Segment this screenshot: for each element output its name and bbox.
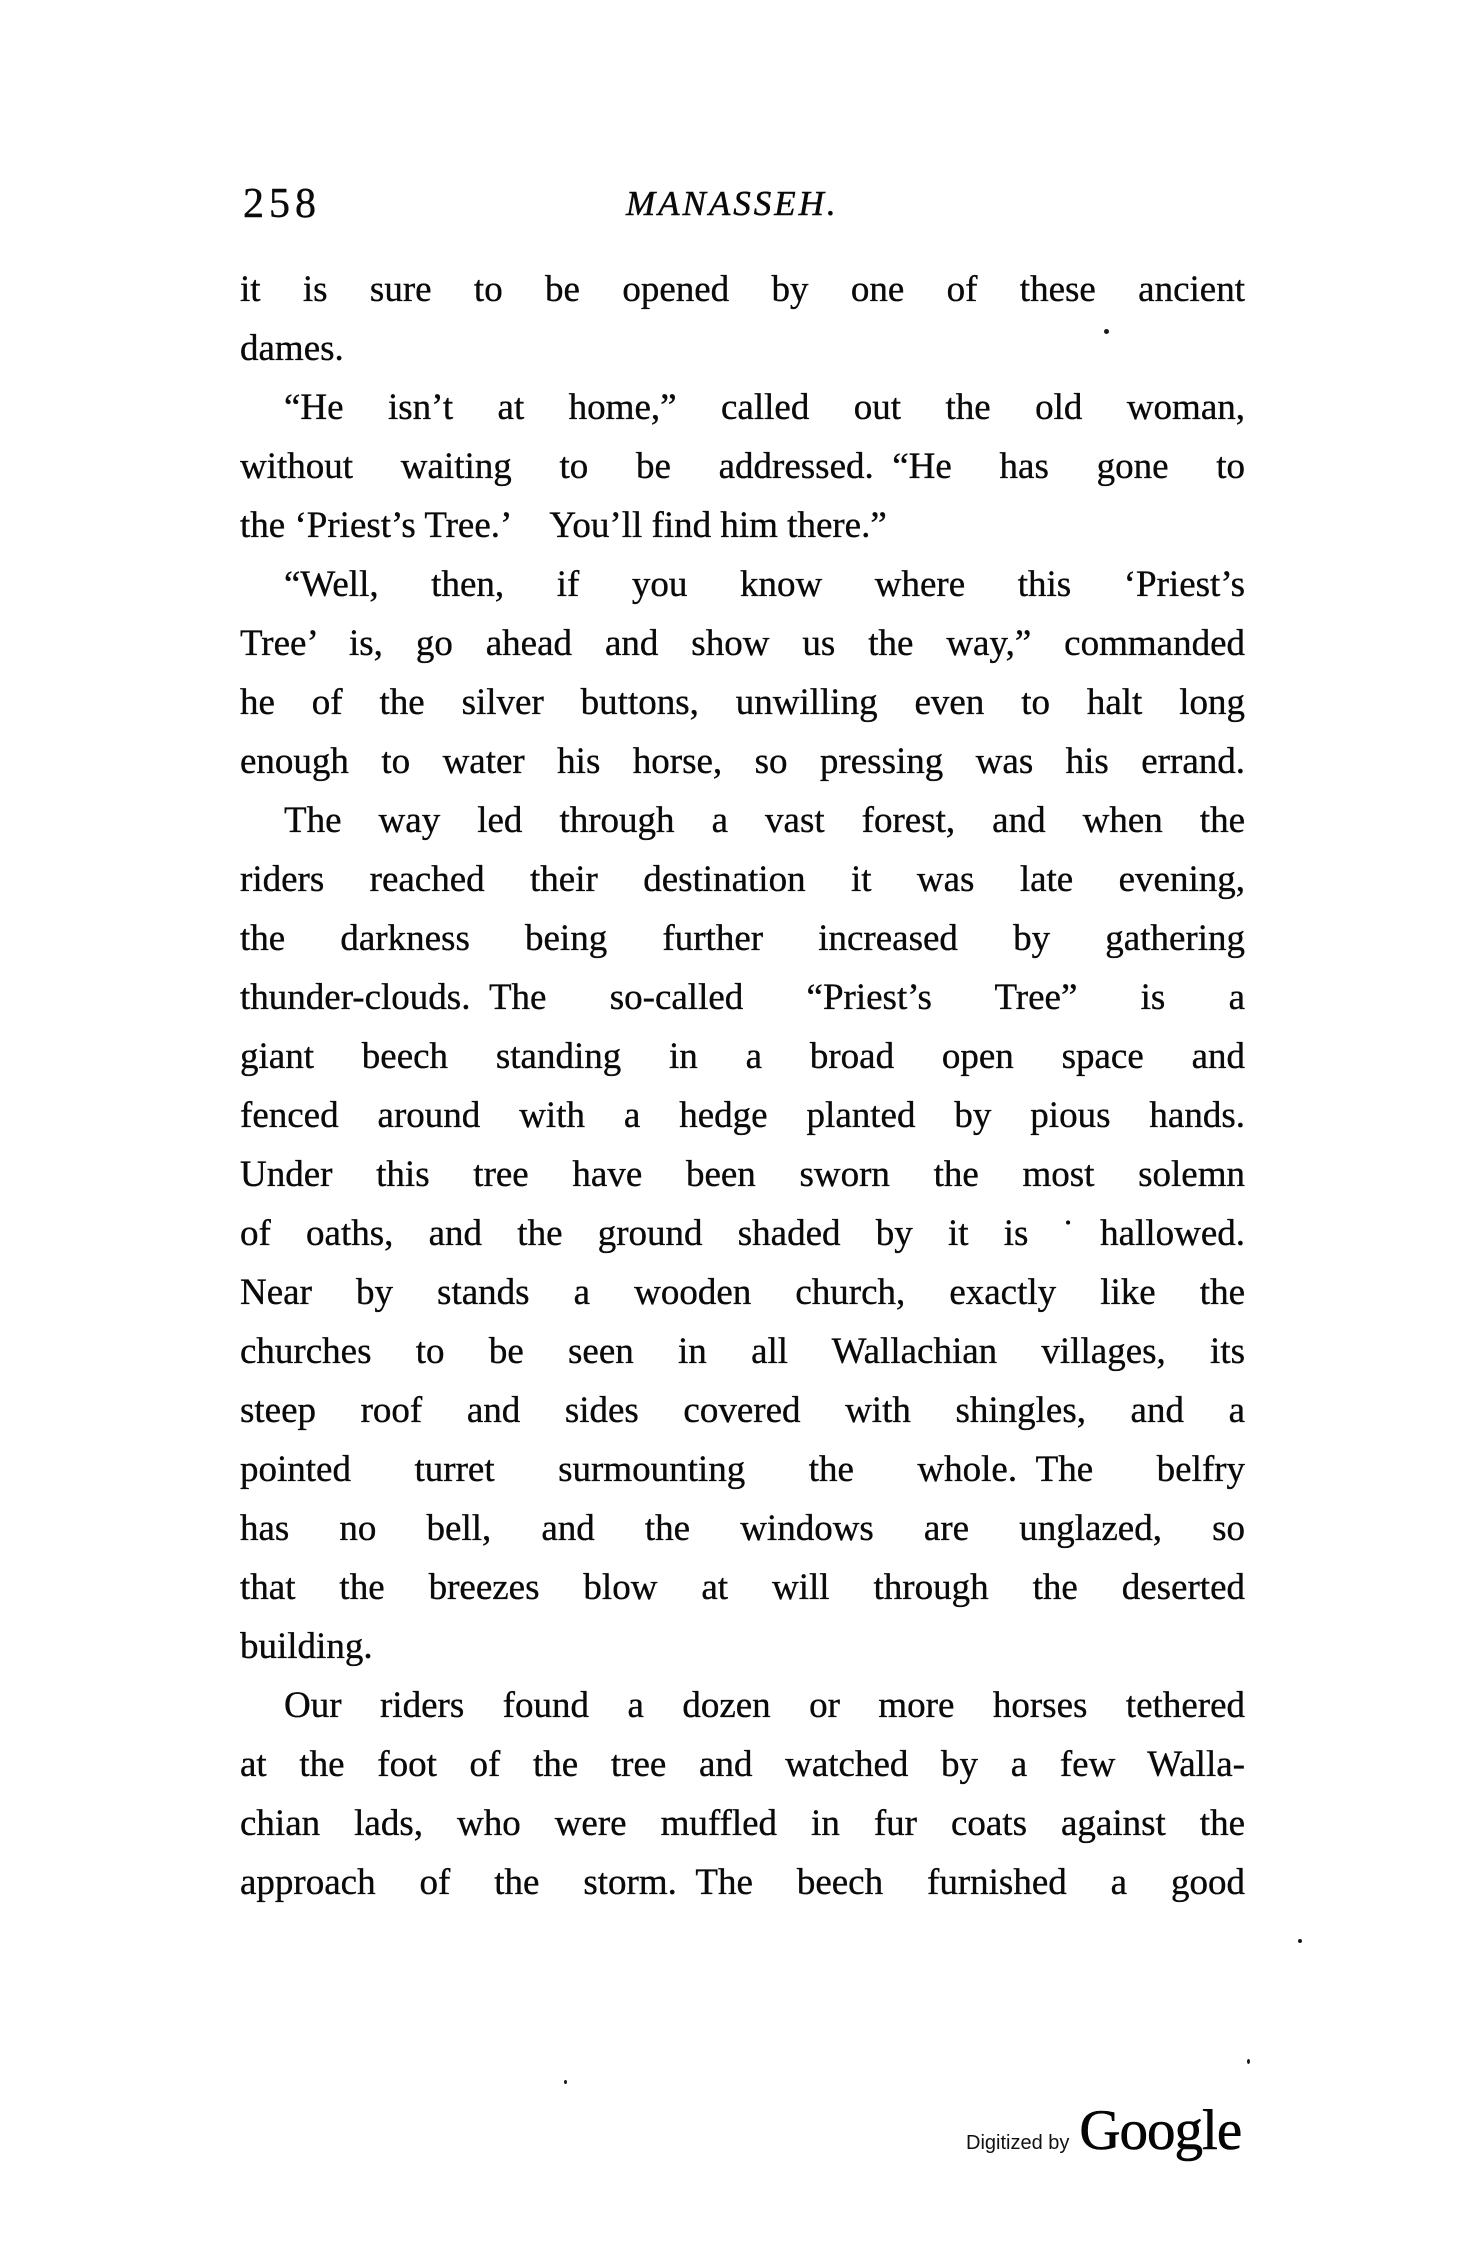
ink-speck xyxy=(564,2080,567,2084)
text-line: building. xyxy=(240,1626,373,1667)
text-line: enough to water his horse, so pressing was his errand. xyxy=(240,741,1245,782)
text-line: Our riders found a dozen or more horses tethered xyxy=(284,1685,1245,1726)
text-line: it is sure to be opened by one of these ancient xyxy=(240,269,1245,310)
text-line: The way led through a vast forest, and when the xyxy=(284,800,1245,841)
running-head: MANASSEH. xyxy=(626,184,839,223)
text-line: he of the silver buttons, unwilling even to halt long xyxy=(240,682,1245,723)
text-line: without waiting to be addressed. “He has gone to xyxy=(240,446,1245,487)
text-line: giant beech standing in a broad open space and xyxy=(240,1036,1245,1077)
text-line: has no bell, and the windows are unglazed, so xyxy=(240,1508,1245,1549)
text-line: at the foot of the tree and watched by a few Walla- xyxy=(240,1744,1245,1785)
text-line: the ‘Priest’s Tree.’ You’ll find him there.” xyxy=(240,505,887,546)
text-line: the darkness being further increased by gathering xyxy=(240,918,1245,959)
page-body-text xyxy=(240,260,1245,1912)
digitized-by-label: Digitized by xyxy=(966,2132,1070,2154)
text-line: “Well, then, if you know where this ‘Priest’s xyxy=(284,564,1245,605)
text-line: thunder-clouds. The so-called “Priest’s Tree” is a xyxy=(240,977,1245,1018)
text-line: Tree’ is, go ahead and show us the way,” commanded xyxy=(240,623,1245,664)
text-line: churches to be seen in all Wallachian villages, its xyxy=(240,1331,1245,1372)
text-line: riders reached their destination it was late evening, xyxy=(240,859,1245,900)
text-line: Near by stands a wooden church, exactly like the xyxy=(240,1272,1245,1313)
page-number: 258 xyxy=(243,181,321,227)
ink-speck xyxy=(1298,1939,1302,1943)
text-line: steep roof and sides covered with shingles, and a xyxy=(240,1390,1245,1431)
text-line: of oaths, and the ground shaded by it is ˙hallowed. xyxy=(240,1213,1245,1254)
ink-speck xyxy=(1247,2059,1250,2064)
text-line: pointed turret surmounting the whole. The belfry xyxy=(240,1449,1245,1490)
digitization-credit xyxy=(966,2098,1241,2163)
google-logo: Google xyxy=(1079,2099,1242,2162)
text-line: approach of the storm. The beech furnished a good xyxy=(240,1862,1245,1903)
ink-speck xyxy=(1104,329,1109,334)
text-line: dames. xyxy=(240,328,344,369)
text-line: chian lads, who were muffled in fur coats against the xyxy=(240,1803,1245,1844)
text-line: that the breezes blow at will through the deserted xyxy=(240,1567,1245,1608)
text-line: Under this tree have been sworn the most solemn xyxy=(240,1154,1245,1195)
text-line: “He isn’t at home,” called out the old woman, xyxy=(284,387,1245,428)
text-line: fenced around with a hedge planted by pious hands. xyxy=(240,1095,1245,1136)
